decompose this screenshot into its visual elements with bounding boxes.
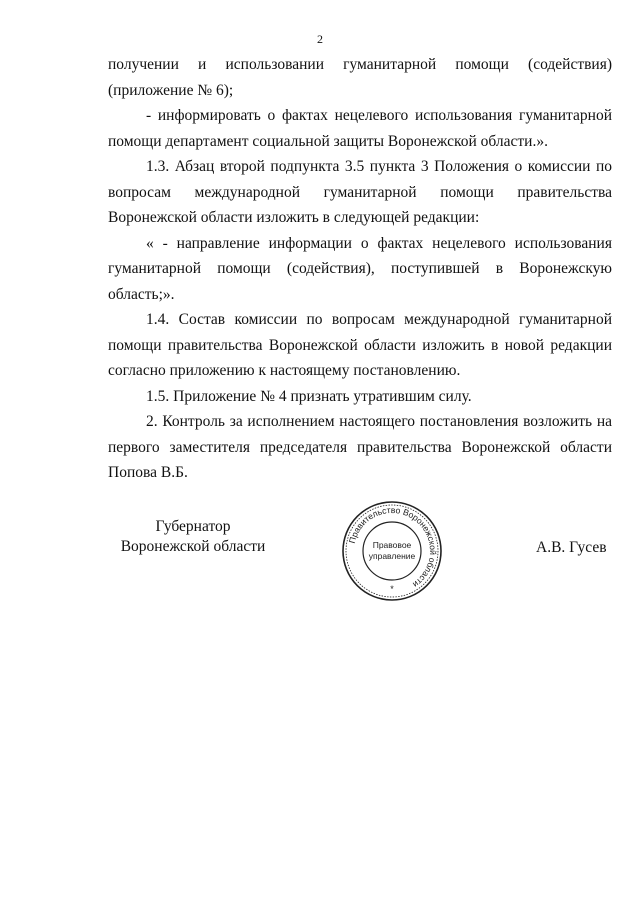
paragraph-1-5: 1.5. Приложение № 4 признать утратившим силу. [146,387,472,405]
signatory-position-line2: Воронежской области [120,538,266,555]
signatory-name: А.В. Гусев [536,539,607,556]
stamp-inner-line1: Правовое [372,540,412,550]
stamp-ring-text: Правительство Воронежской области [346,504,439,590]
paragraph-1-4: 1.4. Состав комиссии по вопросам международной гуманитарной помощи правительства Воронежской области изложить в новой редакции согласно приложению к настоящему постановлению. [108,311,612,379]
stamp-star-icon: * [390,584,394,594]
official-stamp [340,499,444,603]
signatory-position [108,517,278,557]
document-body [108,52,612,486]
paragraph-1-3: 1.3. Абзац второй подпункта 3.5 пункта 3 Положения о комиссии по вопросам международной гуманитарной помощи правительства Воронежской области изложить в следующей редакции: [108,158,612,226]
paragraph-2: 2. Контроль за исполнением настоящего постановления возложить на первого заместителя председателя правительства Воронежской области Попова В.Б. [108,413,612,481]
paragraph-quote: « - направление информации о фактах нецелевого использования гуманитарной помощи (содействия), поступившей в Воронежскую область;». [108,234,612,303]
paragraph-inform: - информировать о фактах нецелевого использования гуманитарной помощи департамент социальной защиты Воронежской области.». [108,107,612,150]
page-number: 2 [317,32,323,46]
signatory-position-line1: Губернатор [155,518,231,535]
stamp-inner-line2: управление [368,551,416,561]
paragraph-continuation: получении и использовании гуманитарной помощи (содействия) (приложение № 6); [108,56,612,99]
